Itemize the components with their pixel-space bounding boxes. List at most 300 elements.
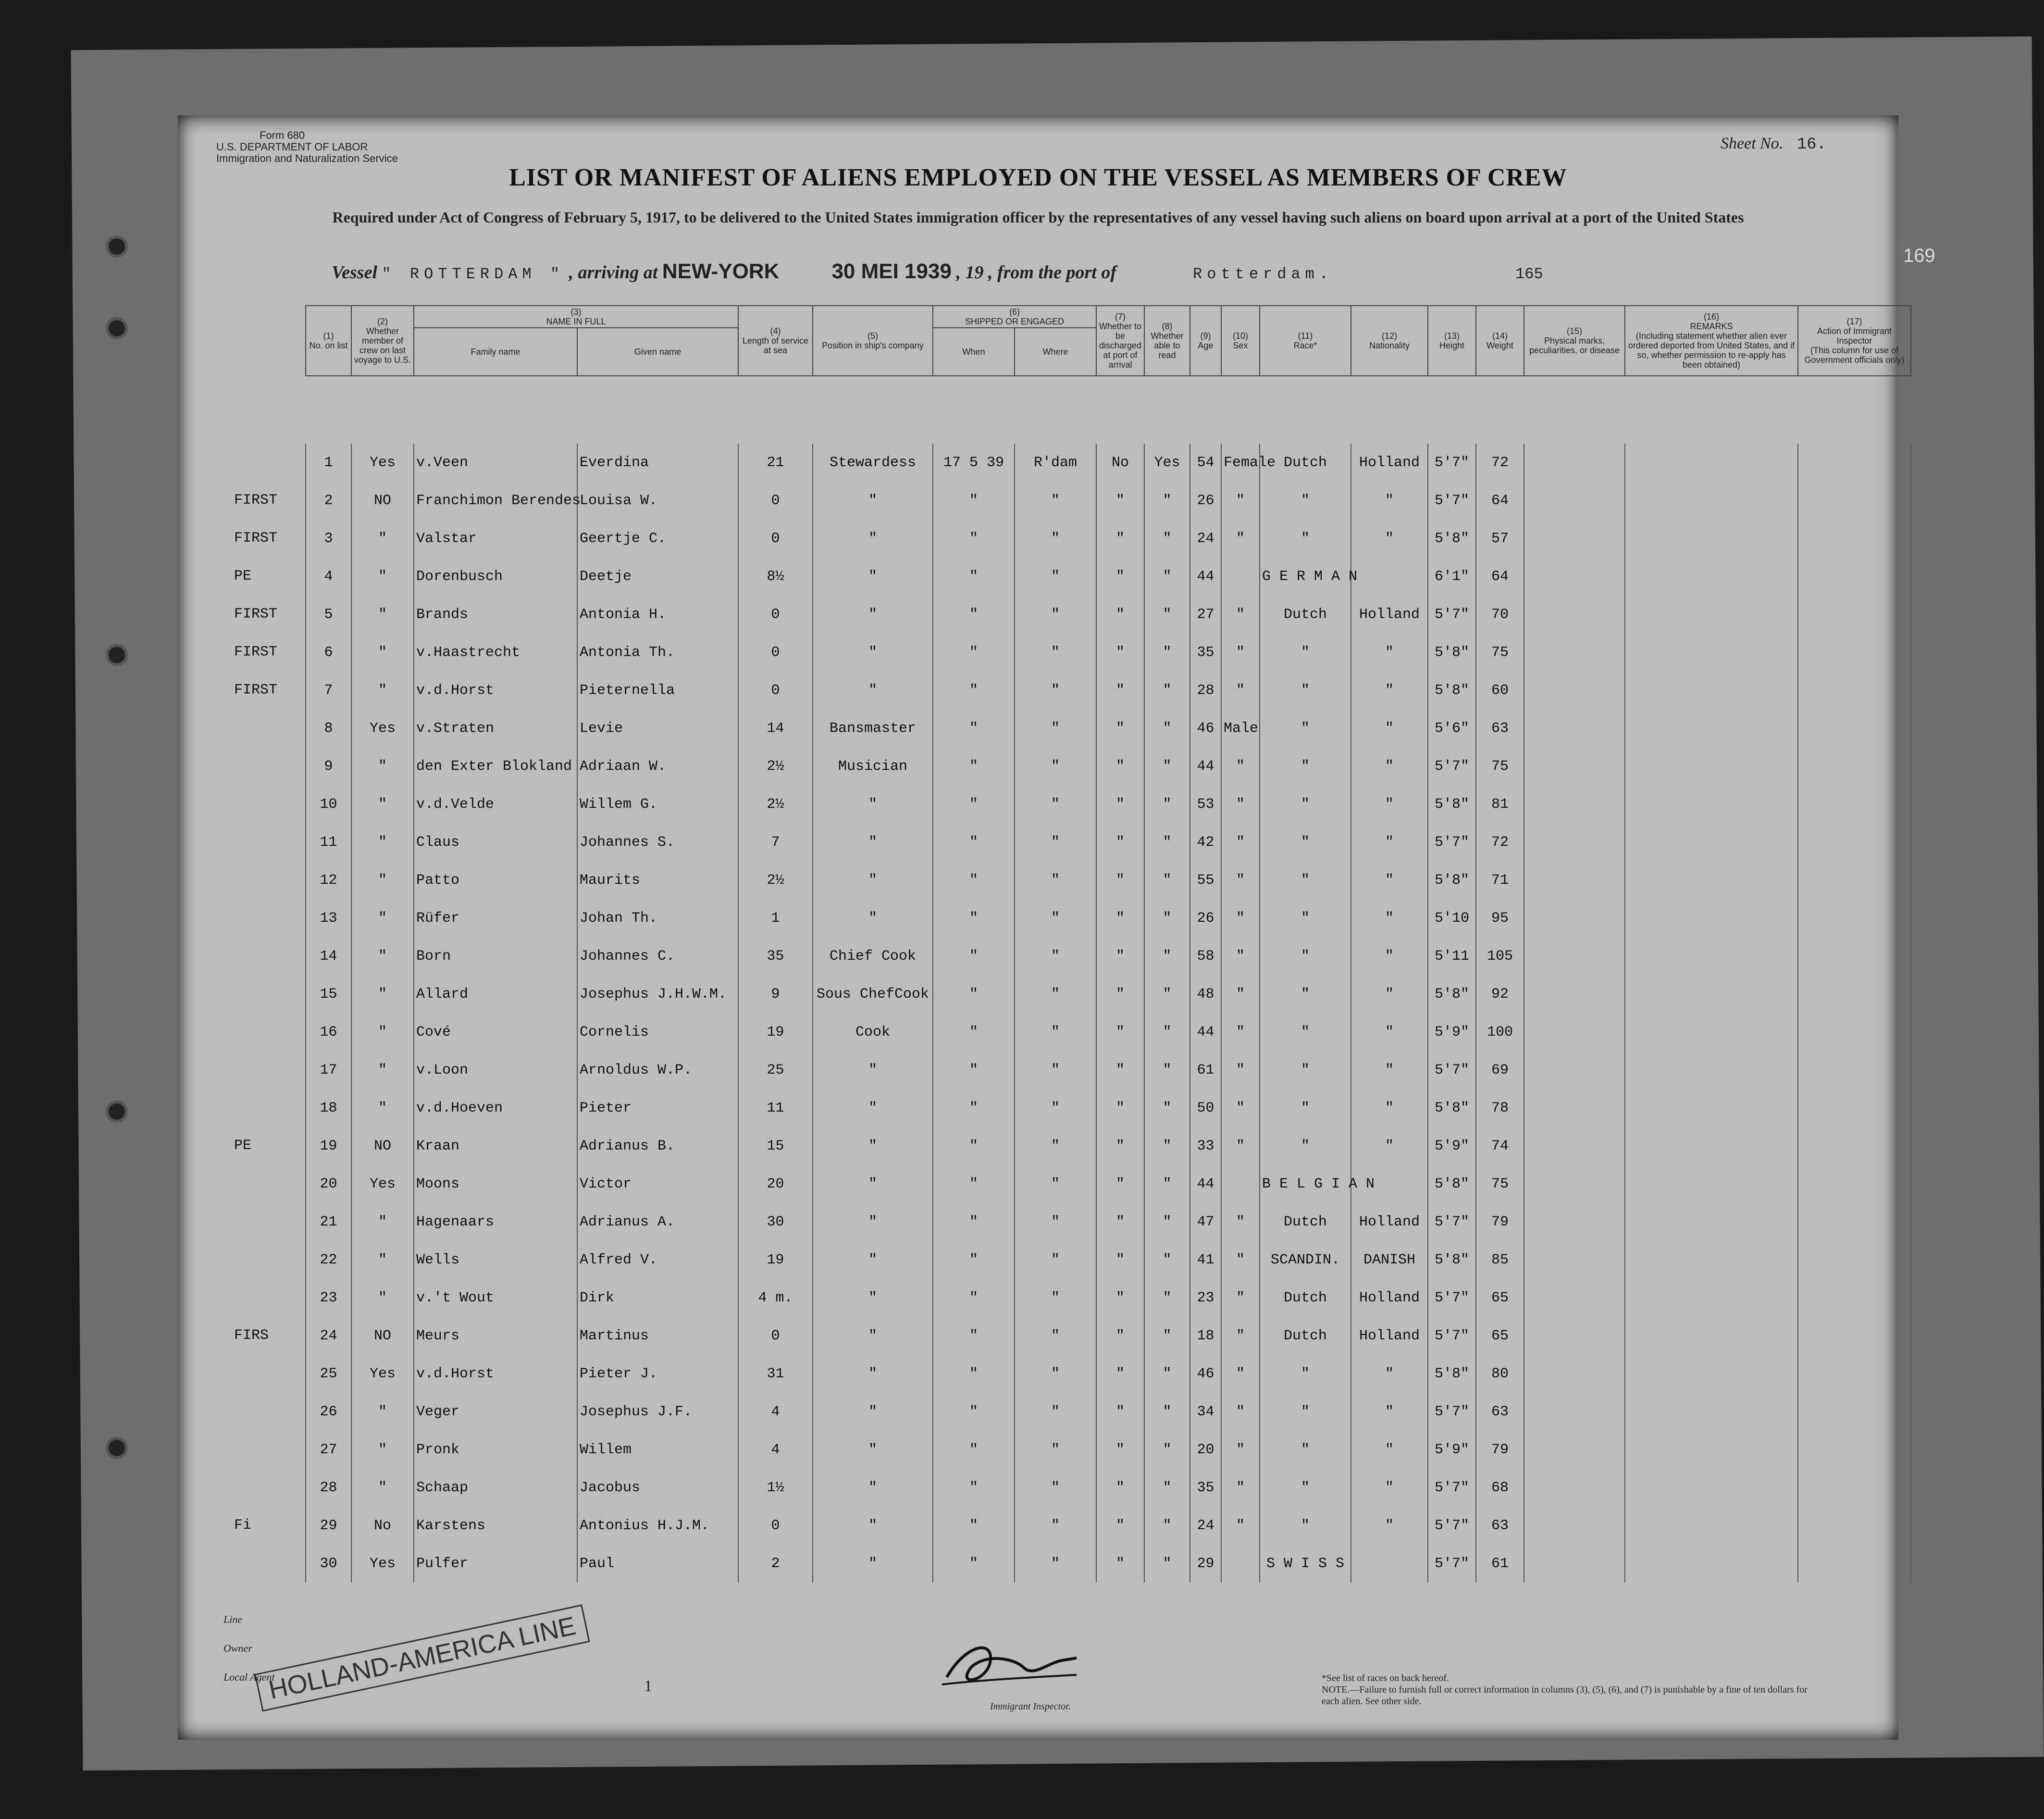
inspector-action bbox=[1798, 975, 1911, 1013]
able-to-read: " bbox=[1144, 1355, 1190, 1393]
race: Dutch bbox=[1260, 1279, 1351, 1317]
race: " bbox=[1260, 709, 1351, 747]
height: 5'8" bbox=[1428, 975, 1476, 1013]
shipped-when: " bbox=[933, 1203, 1015, 1241]
table-row bbox=[306, 1431, 1911, 1469]
margin-note: FIRS bbox=[234, 1327, 269, 1344]
physical-marks bbox=[1524, 1089, 1625, 1127]
inspector-action bbox=[1798, 444, 1911, 482]
family-name: Hagenaars bbox=[414, 1203, 577, 1241]
discharged: " bbox=[1096, 595, 1144, 633]
row-number: 15 bbox=[306, 975, 351, 1013]
table-row bbox=[306, 1317, 1911, 1355]
row-number: 12 bbox=[306, 861, 351, 899]
nationality: " bbox=[1351, 975, 1428, 1013]
line-label: Line bbox=[223, 1613, 243, 1625]
row-number: 14 bbox=[306, 937, 351, 975]
crew-table bbox=[234, 305, 1911, 1583]
family-name: Schaap bbox=[414, 1469, 577, 1507]
service-length: 19 bbox=[738, 1241, 813, 1279]
able-to-read: " bbox=[1144, 1089, 1190, 1127]
family-name: Rüfer bbox=[414, 899, 577, 937]
height: 5'7" bbox=[1428, 1279, 1476, 1317]
able-to-read: " bbox=[1144, 899, 1190, 937]
family-name: Wells bbox=[414, 1241, 577, 1279]
race: " bbox=[1260, 823, 1351, 861]
col-header-weight: (14) Weight bbox=[1476, 306, 1524, 376]
sex: " bbox=[1221, 1089, 1260, 1127]
remarks bbox=[1625, 1051, 1798, 1089]
race: S W I S S bbox=[1260, 1545, 1351, 1583]
height: 5'7" bbox=[1428, 1203, 1476, 1241]
weight: 75 bbox=[1476, 1165, 1524, 1203]
able-to-read: " bbox=[1144, 1279, 1190, 1317]
service-length: 2½ bbox=[738, 785, 813, 823]
physical-marks bbox=[1524, 1507, 1625, 1545]
punch-hole bbox=[106, 235, 128, 258]
row-number: 11 bbox=[306, 823, 351, 861]
nationality: " bbox=[1351, 861, 1428, 899]
position: " bbox=[813, 1545, 933, 1583]
nationality: " bbox=[1351, 1507, 1428, 1545]
table-row bbox=[306, 595, 1911, 633]
family-name: v.Straten bbox=[414, 709, 577, 747]
margin-number: 169 bbox=[1903, 245, 1935, 266]
race: " bbox=[1260, 1013, 1351, 1051]
remarks bbox=[1625, 1127, 1798, 1165]
margin-note: PE bbox=[234, 568, 252, 584]
physical-marks bbox=[1524, 444, 1625, 482]
crew-last-voyage: " bbox=[351, 823, 414, 861]
height: 5'8" bbox=[1428, 520, 1476, 557]
given-name: Paul bbox=[577, 1545, 738, 1583]
discharged: " bbox=[1096, 557, 1144, 595]
weight: 80 bbox=[1476, 1355, 1524, 1393]
row-number: 21 bbox=[306, 1203, 351, 1241]
nationality: " bbox=[1351, 1431, 1428, 1469]
nationality bbox=[1351, 1545, 1428, 1583]
sex bbox=[1221, 1545, 1260, 1583]
age: 44 bbox=[1190, 1165, 1221, 1203]
remarks bbox=[1625, 1393, 1798, 1431]
physical-marks bbox=[1524, 520, 1625, 557]
height: 5'8" bbox=[1428, 785, 1476, 823]
shipped-when: " bbox=[933, 823, 1015, 861]
height: 5'8" bbox=[1428, 1355, 1476, 1393]
col-header-remarks: (16) REMARKS (Including statement whether alien ever ordered deported from United States, and if so, whether permission to re-apply has been obtained) bbox=[1625, 306, 1798, 376]
owner-label: Owner bbox=[223, 1642, 252, 1654]
family-name: Moons bbox=[414, 1165, 577, 1203]
shipped-when: 17 5 39 bbox=[933, 444, 1015, 482]
age: 61 bbox=[1190, 1051, 1221, 1089]
sex: " bbox=[1221, 1317, 1260, 1355]
remarks bbox=[1625, 1431, 1798, 1469]
shipped-where: " bbox=[1015, 1203, 1096, 1241]
nationality: Holland bbox=[1351, 444, 1428, 482]
service-length: 0 bbox=[738, 633, 813, 671]
col-header-shipped: (6) SHIPPED OR ENGAGED bbox=[933, 306, 1096, 328]
physical-marks bbox=[1524, 1279, 1625, 1317]
age: 53 bbox=[1190, 785, 1221, 823]
remarks bbox=[1625, 482, 1798, 520]
department: U.S. DEPARTMENT OF LABOR bbox=[216, 141, 368, 153]
service-length: 21 bbox=[738, 444, 813, 482]
remarks bbox=[1625, 1203, 1798, 1241]
family-name: v.'t Wout bbox=[414, 1279, 577, 1317]
inspector-action bbox=[1798, 1355, 1911, 1393]
family-name: Valstar bbox=[414, 520, 577, 557]
table-row bbox=[306, 785, 1911, 823]
inspector-action bbox=[1798, 1203, 1911, 1241]
age: 20 bbox=[1190, 1431, 1221, 1469]
col-header-marks: (15) Physical marks, peculiarities, or disease bbox=[1524, 306, 1625, 376]
nationality: " bbox=[1351, 1393, 1428, 1431]
family-name: Patto bbox=[414, 861, 577, 899]
shipped-when: " bbox=[933, 1355, 1015, 1393]
crew-last-voyage: " bbox=[351, 899, 414, 937]
punch-hole bbox=[106, 317, 128, 339]
vessel-line bbox=[332, 260, 1543, 284]
position: " bbox=[813, 520, 933, 557]
sex: " bbox=[1221, 1469, 1260, 1507]
margin-note: FIRST bbox=[234, 606, 278, 622]
col-header-family: Family name bbox=[414, 328, 577, 376]
col-header-action: (17) Action of Immigrant Inspector (This column for use of Government officials only) bbox=[1798, 306, 1911, 376]
inspector-action bbox=[1798, 1279, 1911, 1317]
sex: " bbox=[1221, 482, 1260, 520]
given-name: Maurits bbox=[577, 861, 738, 899]
service-length: 2½ bbox=[738, 747, 813, 785]
race: " bbox=[1260, 937, 1351, 975]
shipped-where: " bbox=[1015, 975, 1096, 1013]
physical-marks bbox=[1524, 747, 1625, 785]
nationality: " bbox=[1351, 1013, 1428, 1051]
col-header-given: Given name bbox=[577, 328, 738, 376]
race: B E L G I A N bbox=[1260, 1165, 1351, 1203]
physical-marks bbox=[1524, 1013, 1625, 1051]
weight: 79 bbox=[1476, 1431, 1524, 1469]
height: 5'7" bbox=[1428, 595, 1476, 633]
position: Chief Cook bbox=[813, 937, 933, 975]
nationality: " bbox=[1351, 747, 1428, 785]
col-header-name: (3) NAME IN FULL bbox=[414, 306, 738, 328]
row-number: 24 FIRS bbox=[306, 1317, 351, 1355]
crew-last-voyage: " bbox=[351, 937, 414, 975]
company-stamp: HOLLAND-AMERICA LINE bbox=[254, 1604, 590, 1711]
discharged: " bbox=[1096, 1127, 1144, 1165]
able-to-read: " bbox=[1144, 937, 1190, 975]
physical-marks bbox=[1524, 1545, 1625, 1583]
col-header-service: (4) Length of service at sea bbox=[738, 306, 813, 376]
age: 48 bbox=[1190, 975, 1221, 1013]
family-name: v.d.Velde bbox=[414, 785, 577, 823]
shipped-when: " bbox=[933, 1127, 1015, 1165]
able-to-read: " bbox=[1144, 1127, 1190, 1165]
margin-note: FIRST bbox=[234, 644, 278, 660]
given-name: Cornelis bbox=[577, 1013, 738, 1051]
weight: 81 bbox=[1476, 785, 1524, 823]
date-stamp: 30 MEI 1939 bbox=[831, 260, 952, 283]
service-length: 4 bbox=[738, 1393, 813, 1431]
physical-marks bbox=[1524, 823, 1625, 861]
remarks bbox=[1625, 899, 1798, 937]
margin-note: FIRST bbox=[234, 682, 278, 698]
row-number: 22 bbox=[306, 1241, 351, 1279]
table-row bbox=[306, 1203, 1911, 1241]
family-name: den Exter Blokland bbox=[414, 747, 577, 785]
height: 5'9" bbox=[1428, 1431, 1476, 1469]
table-row bbox=[306, 1089, 1911, 1127]
family-name: Allard bbox=[414, 975, 577, 1013]
given-name: Willem bbox=[577, 1431, 738, 1469]
height: 5'8" bbox=[1428, 1241, 1476, 1279]
crew-last-voyage: Yes bbox=[351, 444, 414, 482]
physical-marks bbox=[1524, 1203, 1625, 1241]
table-row bbox=[306, 1355, 1911, 1393]
race: " bbox=[1260, 861, 1351, 899]
inspector-action bbox=[1798, 595, 1911, 633]
age: 44 bbox=[1190, 747, 1221, 785]
position: " bbox=[813, 1165, 933, 1203]
physical-marks bbox=[1524, 975, 1625, 1013]
nationality: " bbox=[1351, 709, 1428, 747]
sex: " bbox=[1221, 595, 1260, 633]
discharged: " bbox=[1096, 1317, 1144, 1355]
crew-last-voyage: " bbox=[351, 1013, 414, 1051]
crew-last-voyage: Yes bbox=[351, 1545, 414, 1583]
table-row bbox=[306, 1469, 1911, 1507]
family-name: Claus bbox=[414, 823, 577, 861]
shipped-when: " bbox=[933, 899, 1015, 937]
height: 5'6" bbox=[1428, 709, 1476, 747]
age: 34 bbox=[1190, 1393, 1221, 1431]
physical-marks bbox=[1524, 1317, 1625, 1355]
race: " bbox=[1260, 1355, 1351, 1393]
position: " bbox=[813, 823, 933, 861]
shipped-when: " bbox=[933, 937, 1015, 975]
inspector-action bbox=[1798, 709, 1911, 747]
inspector-action bbox=[1798, 747, 1911, 785]
shipped-when: " bbox=[933, 1393, 1015, 1431]
shipped-where: " bbox=[1015, 1507, 1096, 1545]
fine-note: NOTE.—Failure to furnish full or correct information in columns (3), (5), (6), and (7) is punishable by a fine of ten dollars for each alien. See other side. bbox=[1322, 1684, 1808, 1707]
row-number: 18 bbox=[306, 1089, 351, 1127]
row-number: 5 FIRST bbox=[306, 595, 351, 633]
weight: 65 bbox=[1476, 1279, 1524, 1317]
discharged: " bbox=[1096, 520, 1144, 557]
shipped-when: " bbox=[933, 785, 1015, 823]
age: 28 bbox=[1190, 671, 1221, 709]
crew-last-voyage: " bbox=[351, 1431, 414, 1469]
weight: 75 bbox=[1476, 633, 1524, 671]
discharged: " bbox=[1096, 671, 1144, 709]
discharged: " bbox=[1096, 1013, 1144, 1051]
row-number: 30 bbox=[306, 1545, 351, 1583]
table-row bbox=[306, 1279, 1911, 1317]
nationality: " bbox=[1351, 899, 1428, 937]
remarks bbox=[1625, 937, 1798, 975]
discharged: " bbox=[1096, 785, 1144, 823]
table-row bbox=[306, 823, 1911, 861]
crew-last-voyage: Yes bbox=[351, 1165, 414, 1203]
sex: " bbox=[1221, 861, 1260, 899]
nationality: " bbox=[1351, 1089, 1428, 1127]
position: Bansmaster bbox=[813, 709, 933, 747]
page-number: 165 bbox=[1515, 265, 1543, 283]
nationality: " bbox=[1351, 1127, 1428, 1165]
sex: " bbox=[1221, 823, 1260, 861]
shipped-where: " bbox=[1015, 1127, 1096, 1165]
row-number: 4 PE bbox=[306, 557, 351, 595]
weight: 78 bbox=[1476, 1089, 1524, 1127]
position: " bbox=[813, 1393, 933, 1431]
row-number: 2 FIRST bbox=[306, 482, 351, 520]
remarks bbox=[1625, 1469, 1798, 1507]
race: " bbox=[1260, 520, 1351, 557]
able-to-read: " bbox=[1144, 1051, 1190, 1089]
sex: " bbox=[1221, 937, 1260, 975]
shipped-when: " bbox=[933, 1317, 1015, 1355]
height: 5'8" bbox=[1428, 671, 1476, 709]
able-to-read: " bbox=[1144, 1431, 1190, 1469]
given-name: Antonia H. bbox=[577, 595, 738, 633]
age: 26 bbox=[1190, 899, 1221, 937]
family-name: v.Loon bbox=[414, 1051, 577, 1089]
shipped-when: " bbox=[933, 1165, 1015, 1203]
punch-hole bbox=[106, 1101, 128, 1123]
race: " bbox=[1260, 1393, 1351, 1431]
service-length: 0 bbox=[738, 595, 813, 633]
nationality: " bbox=[1351, 520, 1428, 557]
shipped-where: " bbox=[1015, 1393, 1096, 1431]
nationality: " bbox=[1351, 937, 1428, 975]
able-to-read: " bbox=[1144, 557, 1190, 595]
shipped-where: " bbox=[1015, 482, 1096, 520]
punch-hole bbox=[106, 1437, 128, 1459]
inspector-signature bbox=[937, 1634, 1081, 1696]
shipped-when: " bbox=[933, 1051, 1015, 1089]
row-number: 1 bbox=[306, 444, 351, 482]
shipped-where: " bbox=[1015, 899, 1096, 937]
height: 5'7" bbox=[1428, 1469, 1476, 1507]
physical-marks bbox=[1524, 785, 1625, 823]
physical-marks bbox=[1524, 709, 1625, 747]
row-number: 25 bbox=[306, 1355, 351, 1393]
shipped-where: R'dam bbox=[1015, 444, 1096, 482]
inspector-action bbox=[1798, 1051, 1911, 1089]
page-subtitle: Required under Act of Congress of February 5, 1917, to be delivered to the United States immigration officer by the representatives of any vessel having such aliens on board upon arrival at a port of the United States bbox=[332, 209, 1744, 226]
able-to-read: " bbox=[1144, 1545, 1190, 1583]
nationality: " bbox=[1351, 482, 1428, 520]
able-to-read: " bbox=[1144, 1469, 1190, 1507]
given-name: Josephus J.F. bbox=[577, 1393, 738, 1431]
given-name: Pieter bbox=[577, 1089, 738, 1127]
family-name: Veger bbox=[414, 1393, 577, 1431]
given-name: Johan Th. bbox=[577, 899, 738, 937]
race: " bbox=[1260, 1089, 1351, 1127]
height: 5'7" bbox=[1428, 1545, 1476, 1583]
shipped-where: " bbox=[1015, 861, 1096, 899]
age: 58 bbox=[1190, 937, 1221, 975]
position: " bbox=[813, 1469, 933, 1507]
service-length: 2½ bbox=[738, 861, 813, 899]
remarks bbox=[1625, 1545, 1798, 1583]
weight: 75 bbox=[1476, 747, 1524, 785]
inspector-action bbox=[1798, 1393, 1911, 1431]
position: " bbox=[813, 671, 933, 709]
service-length: 25 bbox=[738, 1051, 813, 1089]
sex: " bbox=[1221, 1431, 1260, 1469]
discharged: " bbox=[1096, 1089, 1144, 1127]
race: " bbox=[1260, 482, 1351, 520]
able-to-read: " bbox=[1144, 671, 1190, 709]
table-row bbox=[306, 1165, 1911, 1203]
shipped-where: " bbox=[1015, 1089, 1096, 1127]
discharged: " bbox=[1096, 1165, 1144, 1203]
position: " bbox=[813, 482, 933, 520]
remarks bbox=[1625, 557, 1798, 595]
given-name: Pieter J. bbox=[577, 1355, 738, 1393]
family-name: Meurs bbox=[414, 1317, 577, 1355]
service: Immigration and Naturalization Service bbox=[216, 152, 398, 164]
sex: " bbox=[1221, 1355, 1260, 1393]
given-name: Adriaan W. bbox=[577, 747, 738, 785]
weight: 74 bbox=[1476, 1127, 1524, 1165]
crew-last-voyage: " bbox=[351, 557, 414, 595]
discharged: " bbox=[1096, 747, 1144, 785]
remarks bbox=[1625, 1317, 1798, 1355]
sex: " bbox=[1221, 785, 1260, 823]
inspector-action bbox=[1798, 520, 1911, 557]
age: 23 bbox=[1190, 1279, 1221, 1317]
position: " bbox=[813, 1279, 933, 1317]
weight: 105 bbox=[1476, 937, 1524, 975]
row-number: 8 bbox=[306, 709, 351, 747]
sex: " bbox=[1221, 1393, 1260, 1431]
remarks bbox=[1625, 595, 1798, 633]
shipped-when: " bbox=[933, 1013, 1015, 1051]
shipped-where: " bbox=[1015, 1317, 1096, 1355]
discharged: " bbox=[1096, 937, 1144, 975]
physical-marks bbox=[1524, 1355, 1625, 1393]
age: 33 bbox=[1190, 1127, 1221, 1165]
physical-marks bbox=[1524, 1431, 1625, 1469]
table-row bbox=[306, 444, 1911, 482]
given-name: Victor bbox=[577, 1165, 738, 1203]
col-header-crew: (2) Whether member of crew on last voyage to U.S. bbox=[351, 306, 414, 376]
shipped-where: " bbox=[1015, 1469, 1096, 1507]
able-to-read: " bbox=[1144, 1165, 1190, 1203]
position: " bbox=[813, 785, 933, 823]
shipped-when: " bbox=[933, 1279, 1015, 1317]
shipped-when: " bbox=[933, 975, 1015, 1013]
shipped-when: " bbox=[933, 595, 1015, 633]
discharged: " bbox=[1096, 975, 1144, 1013]
height: 5'11 bbox=[1428, 937, 1476, 975]
shipped-where: " bbox=[1015, 520, 1096, 557]
crew-last-voyage: NO bbox=[351, 1127, 414, 1165]
given-name: Levie bbox=[577, 709, 738, 747]
shipped-where: " bbox=[1015, 595, 1096, 633]
height: 5'8" bbox=[1428, 633, 1476, 671]
service-length: 4 bbox=[738, 1431, 813, 1469]
position: " bbox=[813, 595, 933, 633]
height: 5'7" bbox=[1428, 1393, 1476, 1431]
height: 5'8" bbox=[1428, 1165, 1476, 1203]
physical-marks bbox=[1524, 1241, 1625, 1279]
col-header-height: (13) Height bbox=[1428, 306, 1476, 376]
table-row bbox=[306, 937, 1911, 975]
